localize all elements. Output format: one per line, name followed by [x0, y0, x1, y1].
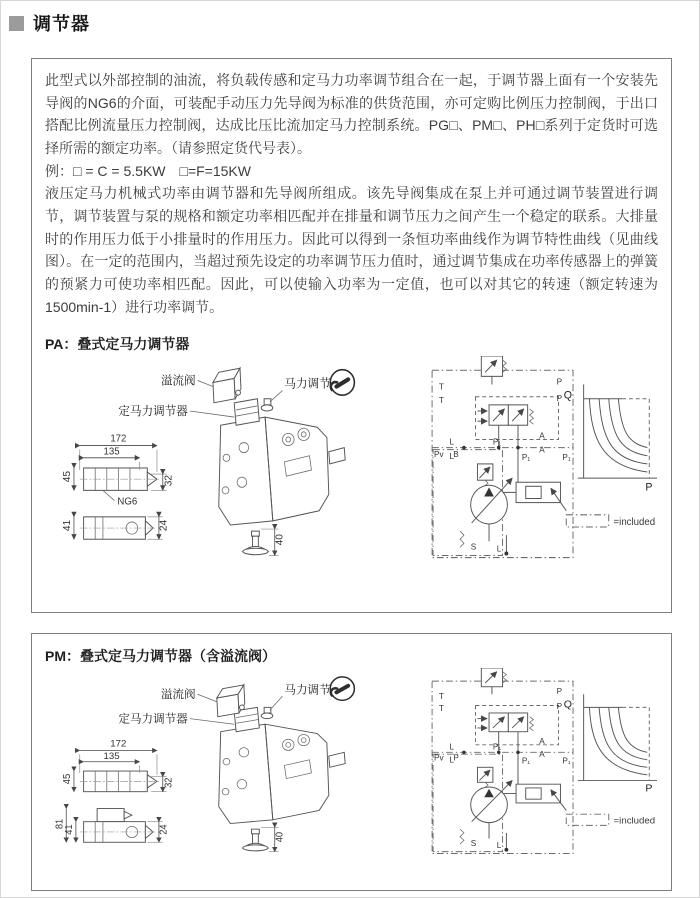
included-legend-text: =included	[613, 815, 656, 827]
intro-paragraph-1: 此型式以外部控制的油流，将负载传感和定马力功率调节组合在一起，于调节器上面有一个安装先导阀的NG6的介面，可装配手动压力先导阀为标准的供货范围，亦可定购比例压力控制阀，于出口搭配比例流量压力控制阀，达成比压比流加定马力控制系统。PG□、PM□、PH□系列于定货时可选择所需的额定功率。（请参照定货代号表）。	[45, 72, 658, 157]
hydraulic-schematic	[432, 668, 573, 854]
pm-diagram	[45, 668, 657, 876]
dim-port-label: NG6	[117, 496, 138, 509]
schem-label-p1t: P	[556, 376, 563, 387]
plug-part	[243, 827, 286, 851]
curve-y-label: Q	[563, 389, 573, 403]
schem-label-t1: T	[438, 381, 444, 393]
regulator-label: 定马力调节器	[118, 404, 188, 419]
schem-label-t2: T	[438, 704, 444, 714]
dim-inner-width: 135	[103, 751, 120, 762]
title-bullet-icon	[9, 16, 24, 31]
pump-illustration	[213, 369, 345, 526]
dim-lower-right-height: 24	[158, 824, 170, 835]
schem-label-p2t: P	[556, 702, 563, 712]
schem-label-a1: A	[539, 736, 545, 746]
included-legend	[566, 814, 655, 826]
schem-label-p2t: P	[556, 392, 563, 404]
intro-paragraph-2: 液压定马力机械式功率由调节器和先导阀所组成。该先导阀集成在泵上并可通过调节装置进行调节，调节装置与泵的规格和额定功率相匹配并在排量和调节压力之间产生一个稳定的联系。大排量时的作用压力低于小排量时的作用压力。因此可以得到一条恒功率曲线作为调节特性曲线（见曲线图）。在一定的范围内，当超过预先设定的功率调节压力值时，通过调节集成在功率传感器上的弹簧的预紧力可使功率相匹配。因此，可以使输入功率为一定值，也可以对其它的转速（额定转速为1500min-1）进行功率调节。	[45, 185, 658, 315]
regulator-label: 定马力调节器	[118, 713, 188, 726]
dimension-drawing-lower	[62, 517, 169, 539]
intro-and-pa-frame	[31, 58, 672, 613]
dim-overall-width: 172	[110, 433, 127, 445]
pump-illustration	[217, 685, 345, 824]
dim-lower-right-height: 24	[158, 520, 170, 532]
dim-overall-width: 172	[110, 738, 127, 750]
dim-inner-width: 135	[103, 446, 120, 459]
power-adjust-label: 马力调节	[284, 684, 331, 697]
wrench-icon	[330, 370, 354, 395]
schem-label-b: P	[453, 753, 459, 763]
schem-label-t1: T	[438, 692, 444, 701]
schem-label-l2: L	[449, 755, 455, 765]
section-heading-pm: PM：叠式定马力调节器（含溢流阀）	[45, 648, 276, 664]
curve-x-label: P	[645, 481, 653, 494]
relief-valve-part	[213, 369, 241, 404]
dim-lower-left-height: 41	[63, 824, 76, 835]
schem-label-pv: Pv	[434, 448, 444, 460]
power-adjust-label: 马力调节	[284, 376, 331, 392]
dim-left-height: 45	[62, 471, 74, 483]
dim-plug-height: 40	[274, 534, 286, 546]
schem-label-p1a: P₁	[492, 436, 502, 448]
curve-y-label: Q	[563, 699, 573, 711]
curve-x-label: P	[645, 783, 653, 795]
schem-label-lb: L	[496, 543, 502, 554]
page-title-row	[9, 10, 90, 36]
dim-right-height: 32	[163, 777, 175, 788]
relief-valve-label: 溢流阀	[160, 689, 196, 701]
schem-label-l1: L	[449, 742, 455, 752]
schem-label-p1b: P₁	[521, 756, 531, 766]
schem-label-p1t: P	[556, 687, 563, 697]
schem-label-a2: A	[539, 444, 545, 456]
dim-lower-outer-height: 81	[54, 818, 66, 830]
schem-label-a1: A	[539, 430, 545, 441]
pm-frame	[31, 633, 672, 891]
dimension-drawing-upper	[62, 739, 175, 792]
dim-right-height: 32	[163, 475, 175, 487]
dimension-drawing-upper	[62, 434, 174, 508]
schem-label-pv: Pv	[434, 753, 444, 763]
schem-label-s: S	[470, 541, 477, 552]
schem-label-p1c: P₁	[562, 452, 571, 463]
schem-label-p1c: P₁	[562, 756, 571, 766]
schem-label-l2: L	[449, 451, 455, 462]
included-legend	[566, 515, 655, 528]
pq-curve-chart	[564, 694, 657, 794]
dimension-drawing-lower	[54, 809, 169, 843]
pa-diagram	[45, 356, 657, 582]
schem-label-t2: T	[438, 395, 444, 406]
plug-part	[243, 529, 285, 555]
pq-curve-chart	[564, 385, 657, 494]
included-legend-text: =included	[613, 517, 656, 529]
hydraulic-schematic	[432, 356, 573, 558]
intro-example-line: 例：□ = C = 5.5KW □=F=15KW	[45, 162, 251, 179]
dim-left-height: 45	[61, 773, 74, 785]
dim-lower-left-height: 41	[62, 520, 74, 532]
schem-label-a2: A	[539, 750, 545, 759]
page-title: 调节器	[33, 14, 90, 34]
relief-valve-label: 溢流阀	[160, 373, 196, 388]
section-heading-pa: PA：叠式定马力调节器	[45, 336, 190, 353]
schem-label-s: S	[470, 839, 477, 848]
schem-label-p1a: P₁	[492, 742, 502, 752]
schem-label-l1: L	[449, 436, 455, 448]
schem-label-b: B	[453, 448, 459, 460]
schem-label-p1b: P₁	[521, 452, 531, 463]
dim-plug-height: 40	[274, 831, 286, 843]
wrench-icon	[330, 677, 354, 700]
schem-label-lb: L	[496, 840, 502, 850]
